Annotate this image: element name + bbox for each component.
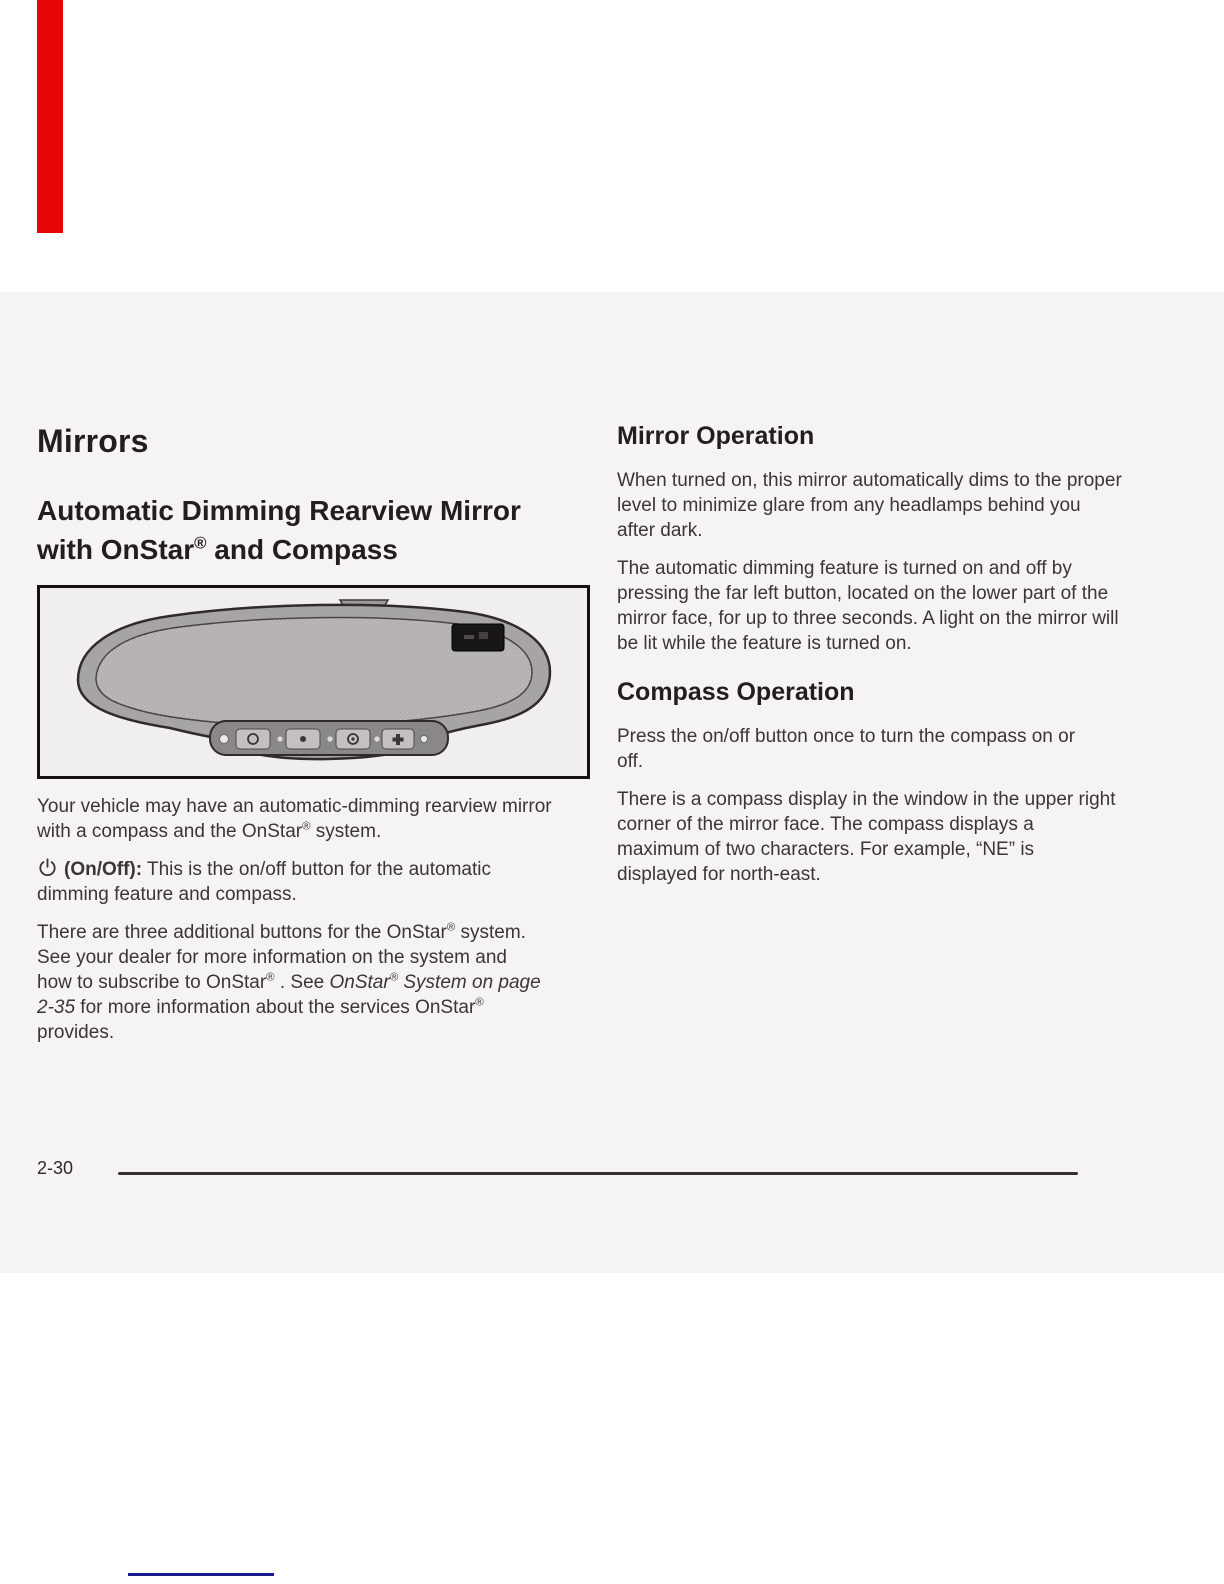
indicator-light	[420, 735, 427, 742]
left-column	[37, 424, 589, 1045]
indicator-dot	[327, 736, 332, 741]
page-title: Mirrors	[37, 423, 149, 459]
indicator-dot	[374, 736, 379, 741]
phone-icon-dot	[351, 737, 354, 740]
bottom-underline	[128, 1573, 274, 1576]
dot-icon	[300, 736, 306, 742]
mirror-figure	[37, 585, 590, 779]
section-heading-auto-dimming: Automatic Dimming Rearview Mirror with OnStar® and Compass	[37, 495, 521, 566]
right-column	[617, 420, 1169, 887]
footer-rule	[118, 1172, 1078, 1175]
mirror-operation-paragraph-2: The automatic dimming feature is turned on and off by pressing the far left button, located on the lower part of the mirror face, for up to three seconds. A light on the mirror will be lit while the feature is turned on.	[617, 557, 1119, 654]
heading-compass-operation: Compass Operation	[617, 678, 855, 707]
mirror-illustration	[40, 588, 587, 776]
compass-operation-paragraph-2: There is a compass display in the window in the upper right corner of the mirror face. The compass displays a maximum of two characters. For example, “NE” is displayed for north-east.	[617, 788, 1116, 885]
indicator-dot	[277, 736, 282, 741]
page-number: 2-30	[37, 1158, 74, 1178]
mirror-operation-paragraph-1: When turned on, this mirror automatically dims to the proper level to minimize glare from any headlamps behind you after dark.	[617, 469, 1122, 541]
power-icon	[37, 857, 58, 878]
onoff-paragraph-text: (On/Off): This is the on/off button for the automatic dimming feature and compass.	[37, 858, 491, 905]
compass-display-char	[464, 635, 474, 639]
intro-paragraph: Your vehicle may have an automatic-dimming rearview mirror with a compass and the OnStar® system.	[37, 795, 552, 842]
compass-display-char	[479, 632, 488, 639]
compass-operation-paragraph-1: Press the on/off button once to turn the compass on or off.	[617, 725, 1076, 772]
indicator-light	[220, 734, 229, 743]
onoff-button	[236, 729, 270, 749]
heading-mirror-operation: Mirror Operation	[617, 422, 815, 450]
compass-display	[452, 624, 504, 651]
red-bookmark-bar	[37, 0, 63, 233]
onstar-paragraph: There are three additional buttons for the OnStar® system. See your dealer for more information on the system and how to subscribe to OnStar® . See OnStar® System on page 2-35 for more information about the services OnStar® provides.	[37, 921, 541, 1044]
cross-icon	[393, 737, 404, 741]
onoff-paragraph	[37, 857, 567, 907]
